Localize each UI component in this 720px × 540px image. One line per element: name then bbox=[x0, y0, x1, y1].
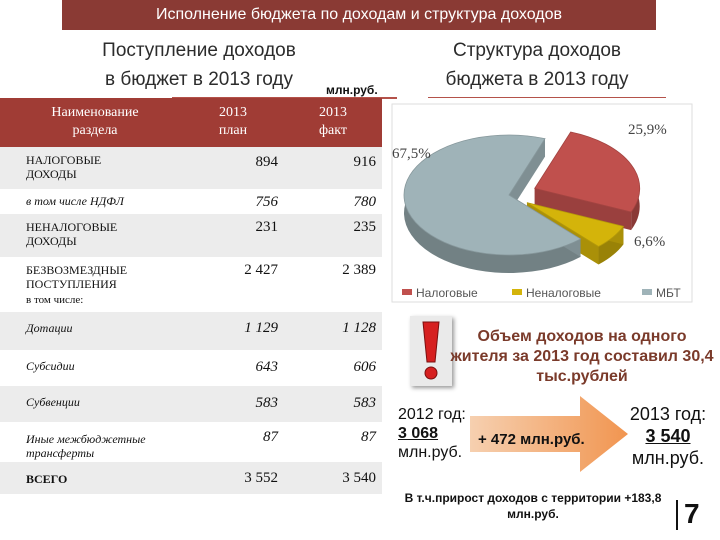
table-row bbox=[0, 312, 382, 350]
row-plan: 87 bbox=[263, 429, 278, 445]
row-name bbox=[26, 153, 101, 181]
row-name-line1: ВСЕГО bbox=[26, 472, 68, 486]
header-plan-line2: план bbox=[218, 123, 248, 138]
legend-label-nalogovye: Налоговые bbox=[416, 286, 478, 300]
year-2013-block bbox=[618, 403, 718, 469]
table-row bbox=[0, 189, 382, 214]
header-name bbox=[20, 104, 170, 140]
row-fact: 780 bbox=[353, 194, 376, 210]
left-heading-line2: в бюджет в 2013 году bbox=[105, 69, 293, 90]
legend-swatch-mbt bbox=[642, 289, 652, 295]
row-plan: 643 bbox=[255, 359, 278, 375]
title-banner bbox=[62, 0, 656, 30]
row-plan: 3 552 bbox=[244, 470, 278, 486]
row-sub-label: в том числе: bbox=[26, 294, 84, 306]
header-name-line2: раздела bbox=[72, 123, 118, 138]
row-name-line2: ДОХОДЫ bbox=[26, 234, 77, 248]
row-name-line1: Субвенции bbox=[26, 395, 80, 409]
header-name-line1: Наименование bbox=[51, 105, 139, 120]
row-fact: 916 bbox=[353, 154, 376, 170]
year-2013-unit: млн.руб. bbox=[631, 448, 705, 468]
year-2012-unit: млн.руб. bbox=[398, 444, 463, 461]
row-fact: 235 bbox=[353, 219, 376, 235]
row-plan: 583 bbox=[255, 395, 278, 411]
legend-label-nenalogovye: Неналоговые bbox=[526, 286, 601, 300]
row-name bbox=[26, 359, 75, 373]
table-row bbox=[0, 147, 382, 189]
year-2013-label: 2013 год: bbox=[629, 404, 707, 424]
left-heading-line1: Поступление доходов bbox=[102, 40, 296, 61]
row-fact: 583 bbox=[353, 395, 376, 411]
unit-label: млн.руб. bbox=[326, 83, 378, 97]
header-fact-line2: факт bbox=[318, 123, 348, 138]
slice-label-mbt: 67,5% bbox=[392, 146, 431, 162]
row-fact: 606 bbox=[353, 359, 376, 375]
row-name bbox=[26, 472, 67, 486]
slice-label-nalogovye: 25,9% bbox=[628, 122, 667, 138]
header-fact bbox=[298, 104, 368, 140]
page-number-divider bbox=[676, 500, 678, 530]
right-heading bbox=[408, 36, 666, 94]
row-name-line2: ПОСТУПЛЕНИЯ bbox=[26, 277, 117, 291]
row-fact: 3 540 bbox=[342, 470, 376, 486]
page-number: 7 bbox=[684, 498, 700, 529]
right-heading-underline bbox=[428, 97, 666, 98]
row-fact: 87 bbox=[361, 429, 376, 445]
table-row bbox=[0, 350, 382, 386]
territory-growth-note: В т.ч.прирост доходов с территории +183,8 млн.руб. bbox=[404, 491, 662, 521]
row-name-line2: ДОХОДЫ bbox=[26, 167, 77, 181]
row-name-line1: НЕНАЛОГОВЫЕ bbox=[26, 220, 118, 234]
row-fact: 1 128 bbox=[342, 320, 376, 336]
row-name-line1: НАЛОГОВЫЕ bbox=[26, 153, 102, 167]
row-name bbox=[26, 432, 146, 460]
table-row bbox=[0, 462, 382, 494]
legend-swatch-nenalogovye bbox=[512, 289, 522, 295]
table-header bbox=[0, 98, 382, 147]
header-plan-line1: 2013 bbox=[219, 105, 247, 120]
row-name-line1: в том числе НДФЛ bbox=[26, 194, 124, 208]
per-capita-info: Объем доходов на одного жителя за 2013 год составил 30,4 тыс.рублей bbox=[450, 328, 714, 385]
left-heading bbox=[64, 36, 334, 94]
growth-delta: + 472 млн.руб. bbox=[478, 431, 585, 448]
page-title: Исполнение бюджета по доходам и структура доходов bbox=[155, 6, 563, 23]
table-row bbox=[0, 422, 382, 462]
header-fact-line1: 2013 bbox=[319, 105, 347, 120]
pie-chart bbox=[384, 100, 700, 312]
row-plan: 231 bbox=[255, 219, 278, 235]
row-plan: 1 129 bbox=[244, 320, 278, 336]
exclamation-icon bbox=[410, 316, 452, 386]
row-name-line1: БЕЗВОЗМЕЗДНЫЕ bbox=[26, 263, 128, 277]
pie-slices bbox=[404, 132, 640, 273]
table-row bbox=[0, 257, 382, 312]
row-name-line1: Дотации bbox=[26, 321, 73, 335]
year-2012-value: 3 068 bbox=[398, 425, 439, 442]
header-plan bbox=[198, 104, 268, 140]
row-name bbox=[26, 220, 117, 248]
right-heading-line1: Структура доходов bbox=[452, 40, 622, 61]
row-fact: 2 389 bbox=[342, 262, 376, 278]
row-name-line2: трансферты bbox=[26, 446, 95, 460]
row-name bbox=[26, 194, 124, 208]
row-name-line1: Иные межбюджетные bbox=[26, 432, 146, 446]
row-plan: 2 427 bbox=[244, 262, 278, 278]
table-row bbox=[0, 386, 382, 422]
table-row bbox=[0, 214, 382, 257]
exclamation-mark-icon bbox=[410, 316, 452, 386]
slice-label-nenalogovye: 6,6% bbox=[634, 234, 666, 250]
row-name-line1: Субсидии bbox=[26, 359, 75, 373]
row-name bbox=[26, 321, 72, 335]
row-name bbox=[26, 263, 127, 307]
legend-label-mbt: МБТ bbox=[656, 286, 681, 300]
legend-swatch-nalogovye bbox=[402, 289, 412, 295]
year-2012-block bbox=[398, 405, 466, 462]
row-name bbox=[26, 395, 80, 409]
row-plan: 756 bbox=[255, 194, 278, 210]
year-2013-value: 3 540 bbox=[645, 426, 691, 446]
row-plan: 894 bbox=[255, 154, 278, 170]
right-heading-line2: бюджета в 2013 году bbox=[445, 69, 629, 90]
year-2012-label: 2012 год: bbox=[398, 406, 466, 423]
